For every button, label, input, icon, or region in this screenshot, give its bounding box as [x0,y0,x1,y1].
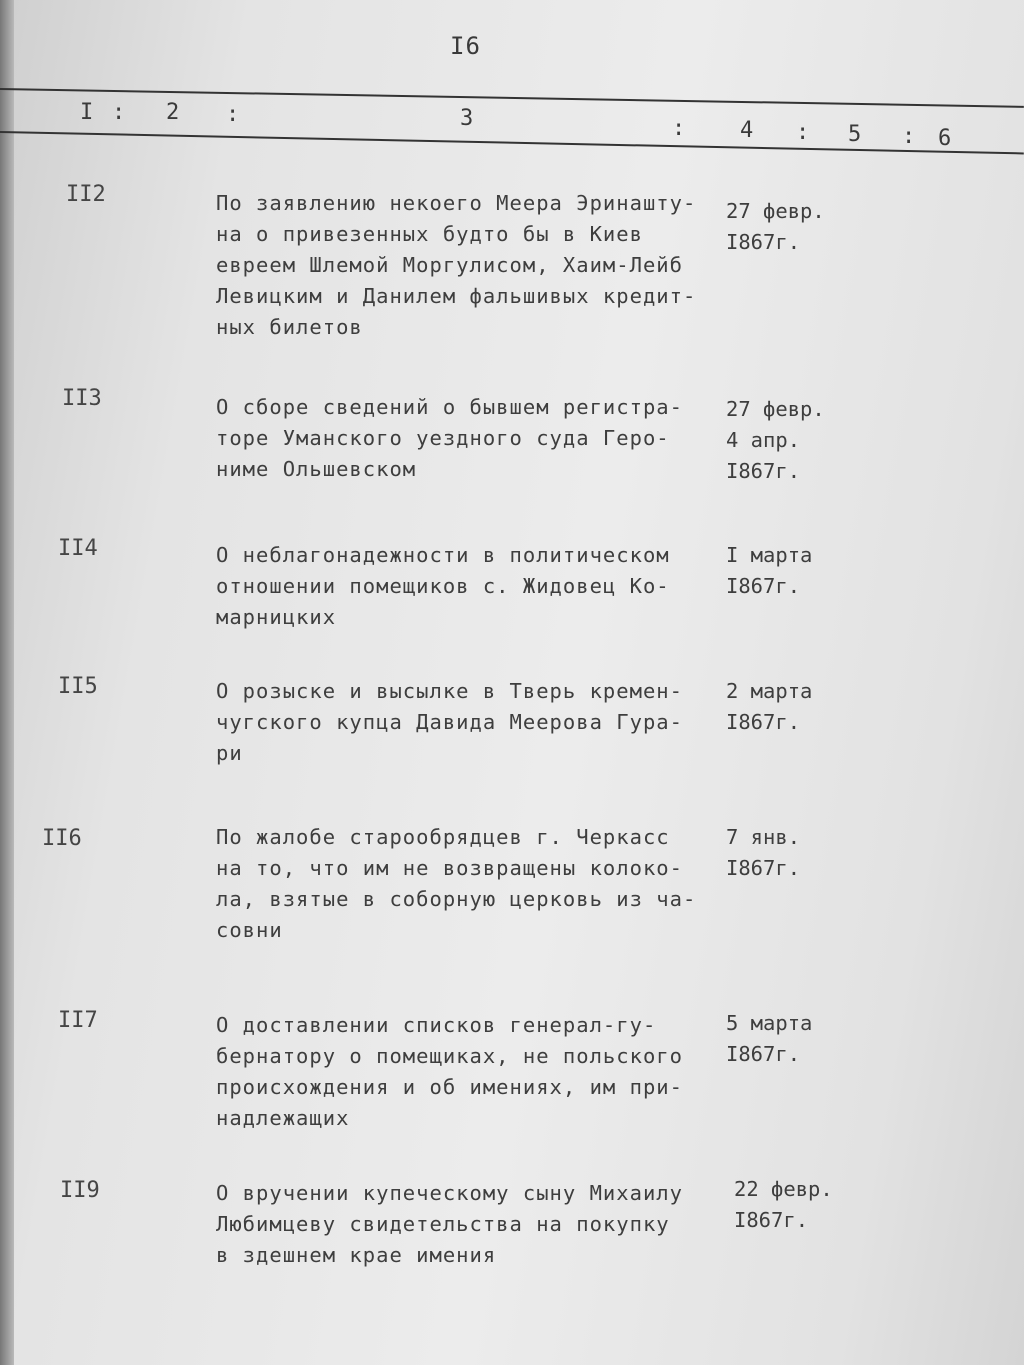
header-rule-bottom [0,131,1024,154]
entry-title: О доставлении списков генерал-гу- бернатору о помещиках, не польского происхождения и об имениях, им при- надлежащих [216,1013,683,1130]
entry-date: 5 марта I867г. [726,1011,813,1066]
page-number: I6 [450,32,481,60]
entry-title: О неблагонадежности в политическом отношении помещиков с. Жидовец Ко- марницких [216,543,670,629]
entry-date: 27 февр. 4 апр. I867г. [726,397,825,483]
entry-date: 27 февр. I867г. [726,199,825,254]
entry-number: II5 [58,674,98,699]
entry-title: О розыске и высылке в Тверь кремен- чугского купца Давида Меерова Гура- ри [216,679,683,765]
column-header-5: 5 [848,122,862,147]
column-header-2: 2 [166,100,180,125]
column-header-separator: : [902,124,916,149]
column-header-4: 4 [740,118,754,143]
entry-title: О сборе сведений о бывшем регистра- торе Уманского уездного суда Геро- ниме Ольшевском [216,395,683,481]
entry-date: 22 февр. I867г. [734,1177,833,1232]
entry-title: По заявлению некоего Меера Эринашту- на о привезенных будто бы в Киев евреем Шлемой Моргулисом, Хаим-Лейб Левицким и Данилем фальшивых кредит- ных билетов [216,191,697,339]
entry-title: О вручении купеческому сыну Михаилу Любимцеву свидетельства на покупку в здешнем крае имения [216,1181,683,1267]
entry-number: II7 [58,1008,98,1033]
column-header-separator: : [112,100,126,125]
entry-number: II3 [62,386,102,411]
header-rule-top [0,88,1024,108]
entry-title: По жалобе старообрядцев г. Черкасс на то, что им не возвращены колоко- ла, взятые в соборную церковь из ча- совни [216,825,697,942]
entry-date: 7 янв. I867г. [726,825,801,880]
column-header-1: I [80,100,94,125]
column-header-separator: : [796,120,810,145]
page-edge-shadow [0,0,14,1365]
entry-number: II4 [58,536,98,561]
column-header-3: 3 [460,106,474,131]
entry-number: II2 [66,182,106,207]
entry-number: II6 [42,826,82,851]
entry-number: II9 [60,1178,100,1203]
column-header-6: 6 [938,126,952,151]
entry-date: I марта I867г. [726,543,813,598]
column-header-separator: : [672,116,686,141]
column-header-separator: : [226,102,240,127]
entry-date: 2 марта I867г. [726,679,813,734]
